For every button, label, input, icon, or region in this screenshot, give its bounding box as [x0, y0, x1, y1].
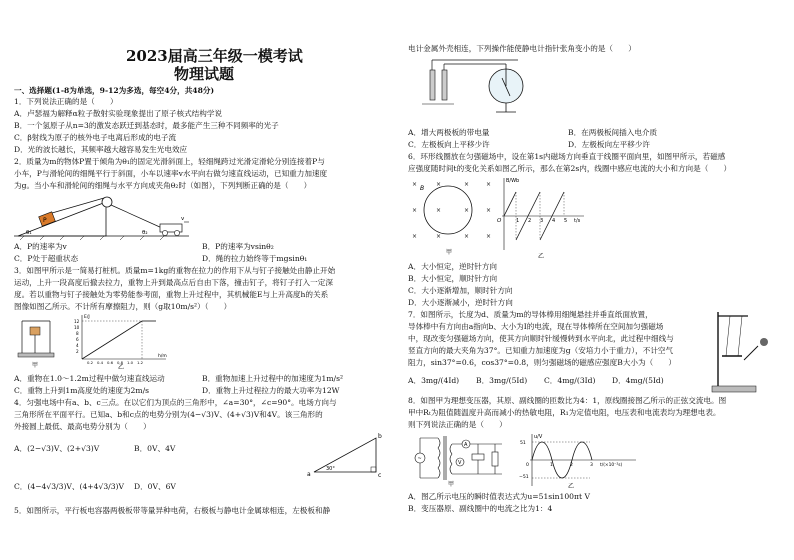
q5-option-c: C．左极板向上平移少许	[408, 140, 490, 149]
q7-line-3: 中，现改变匀强磁场方向，使其方向顺时针缓慢转到水平向北，此过程中细线与	[408, 334, 674, 343]
exam-subtitle: 物理试题	[174, 65, 235, 83]
q8-tick-3: 3	[590, 463, 593, 468]
q2-label-theta2: θ₂	[142, 230, 148, 236]
q4-line-1: 4．匀强电场中有a、b、c三点。在以它们为顶点的三角形中，∠a=30°，∠c=90°。电场方向与	[14, 398, 337, 407]
q1-stem: 1．下列说法正确的是（ ）	[14, 97, 118, 106]
q6-tick-4: 4	[552, 218, 556, 224]
q8-label-yi: 乙	[568, 483, 575, 490]
q3-tick-6: 6	[76, 337, 79, 342]
svg-text:×: ×	[464, 207, 470, 214]
q2-option-a: A．P的速率为v	[14, 242, 67, 251]
q6-option-d: D．大小逐渐减小，逆时针方向	[408, 298, 513, 307]
q8-tick-2: 2	[570, 463, 573, 468]
q3-tick-0.8: 0.8	[117, 360, 124, 365]
right-column	[408, 0, 784, 560]
svg-text:×: ×	[436, 181, 442, 188]
q3-option-b: B．重物加速上升过程中的加速度为1m/s²	[202, 374, 344, 383]
q6-origin: O	[497, 218, 502, 224]
q5-option-a: A．增大两极板的带电量	[408, 128, 490, 137]
q2-label-theta1: θ₁	[26, 230, 32, 236]
q3-tick-4: 4	[76, 343, 79, 348]
q6-line-1: 6．环形线圈放在匀强磁场中，设在第1s内磁场方向垂直于线圈平面向里，如图甲所示，若磁感	[408, 152, 726, 161]
q3-tick-0.2: 0.2	[87, 360, 94, 365]
svg-text:×: ×	[436, 207, 442, 214]
left-column	[14, 0, 392, 560]
q6-option-c: C．大小逐渐增加，顺时针方向	[408, 286, 513, 295]
q6-axis-t: t/s	[574, 218, 581, 224]
q4-option-d: D．0V、6V	[134, 482, 176, 491]
svg-text:×: ×	[464, 233, 470, 240]
svg-text:V: V	[458, 460, 462, 466]
q7-option-a: A．3mg/(4Id)	[408, 376, 460, 385]
q2-line-2: 小车，P与滑轮间的细绳平行于斜面，小车以速率v水平向右做匀速直线运动，已知重力加速度	[14, 169, 328, 178]
svg-text:×: ×	[436, 233, 442, 240]
q3-tick-0.4: 0.4	[97, 360, 104, 365]
q2-option-c: C．P处于超重状态	[14, 254, 79, 263]
q4-line-2: 三角形所在平面平行。已知a、b和c点的电势分别为(4−√3)V、(4+√3)V和4V。该三角形的	[14, 410, 323, 419]
q2-line-1: 2．质量为m的物体P置于倾角为θ₁的固定光滑斜面上，轻细绳跨过光滑定滑轮分别连接着P与	[14, 157, 325, 166]
q4-line-3: 外接圆上最低、最高电势分别为（ ）	[14, 422, 151, 431]
q7-line-4: 竖直方向的最大夹角为37°。已知重力加速度为g（安培力小于重力），不计空气	[408, 346, 674, 355]
q5-capacitor-figure	[410, 56, 530, 122]
q3-axis-e: E/J	[84, 315, 90, 320]
q4-label-c: c	[378, 472, 382, 479]
q2-label-p: P	[43, 217, 47, 224]
q6-tick-1: 1	[516, 218, 520, 224]
q8-tick-0: 0	[526, 463, 529, 468]
q6-label-jia: 甲	[446, 249, 453, 256]
svg-text:A: A	[464, 442, 468, 448]
q6-tick-3: 3	[540, 218, 544, 224]
q4-label-b: b	[378, 433, 382, 440]
q3-line-4: 图像如图乙所示。不计所有摩擦阻力，则（g取10m/s²）（ ）	[14, 302, 232, 311]
q7-option-d: D．4mg/(5Id)	[612, 376, 664, 385]
q8-option-a: A．图乙所示电压的瞬时值表达式为u=51sin100πt V	[408, 492, 590, 501]
q2-option-b: B．P的速率为vsinθ₂	[202, 242, 274, 251]
q2-line-3: 为g。当小车和滑轮间的细绳与水平方向成夹角θ₂时（如图），下列判断正确的是（ ）	[14, 181, 312, 190]
q8-wave-figure	[520, 432, 640, 490]
q8-circuit-figure	[410, 432, 510, 488]
q3-tick-1.0: 1.0	[127, 360, 134, 365]
q3-tick-1.2: 1.2	[137, 360, 144, 365]
svg-text:×: ×	[486, 181, 492, 188]
q7-option-b: B．3mg/(5Id)	[476, 376, 528, 385]
q4-label-a: a	[307, 471, 311, 478]
q3-option-d: D．重物上升过程拉力的最大功率为12W	[202, 386, 340, 395]
q3-tick-8: 8	[76, 331, 79, 336]
q8-label-jia: 甲	[448, 481, 455, 488]
q6-tick-2: 2	[528, 218, 532, 224]
q6-label-yi: 乙	[538, 253, 545, 260]
q1-option-c: C．β射线为原子的核外电子电离后形成的电子流	[14, 133, 177, 142]
q7-line-2: 导体棒中有方向由a指向b、大小为I的电流，现在导体棒所在空间加匀强磁场	[408, 322, 664, 331]
q7-option-c: C．4mg/(3Id)	[544, 376, 596, 385]
q5-option-b: B．在两极板间插入电介质	[568, 128, 658, 137]
q4-option-a: A．(2−√3)V、(2+√3)V	[14, 444, 100, 453]
q6-graph-figure	[494, 174, 588, 260]
q2-option-d: D．绳的拉力始终等于mgsinθ₁	[202, 254, 308, 263]
q6-label-b: B	[420, 185, 425, 192]
svg-text:×: ×	[412, 207, 418, 214]
q8-axis-t: t/(×10⁻²s)	[600, 463, 623, 468]
q2-label-v: v	[181, 216, 185, 222]
q3-figure	[14, 313, 174, 369]
q6-option-b: B．大小恒定，顺时针方向	[408, 274, 498, 283]
q3-tick-10: 10	[74, 325, 80, 330]
q8-tick-1: 1	[550, 463, 553, 468]
exam-title: 2023届高三年级一模考试	[126, 47, 303, 65]
q5-line-2: 电计金属外壳相连，下列操作能使静电计指针张角变小的是（ ）	[408, 44, 636, 53]
q7-line-5: 阻力，sin37°=0.6，cos37°=0.8，则匀强磁场的磁感应强度B大小为（ ）	[408, 358, 676, 367]
q1-option-d: D．光的波长越长，其频率越大越容易发生光电效应	[14, 145, 188, 154]
q6-line-2: 应强度随时间t的变化关系如图乙所示，那么在第2s内，线圈中感应电流的大小和方向是（ ）	[408, 164, 732, 173]
q2-incline-figure	[14, 194, 189, 240]
q3-tick-0.6: 0.6	[107, 360, 114, 365]
q1-option-b: B．一个氢原子从n=3的激发态跃迁到基态时，最多能产生三种不同频率的光子	[14, 121, 279, 130]
q7-stand-figure	[708, 310, 778, 394]
q8-axis-u: u/V	[534, 434, 543, 440]
q3-axis-h: h/m	[158, 354, 167, 359]
q3-label-jia: 甲	[32, 362, 39, 369]
q4-triangle-figure	[306, 428, 386, 478]
svg-text:×: ×	[486, 233, 492, 240]
q8-line-2: 甲中Rₜ为阻值随温度升高而减小的热敏电阻，R₁为定值电阻，电压表和电流表均为理想电表。	[408, 408, 721, 417]
q6-tick-5: 5	[564, 218, 568, 224]
q4-option-c: C．(4−4√3/3)V、(4+4√3/3)V	[14, 482, 124, 491]
q8-line-3: 则下列说法正确的是（ ）	[408, 420, 507, 429]
q8-option-b: B．变压器原、副线圈中的电流之比为1：4	[408, 504, 553, 513]
q1-option-a: A．卢瑟福为解释α粒子散射实验现象提出了原子核式结构学说	[14, 109, 223, 118]
svg-text:×: ×	[464, 181, 470, 188]
q6-option-a: A．大小恒定，逆时针方向	[408, 262, 498, 271]
q6-coil-figure	[408, 176, 494, 258]
section-heading: 一、选择题(1-8为单选，9-12为多选，每空4分，共48分)	[14, 86, 215, 95]
q3-option-a: A．重物在1.0～1.2m过程中做匀速直线运动	[14, 374, 165, 383]
q8-line-1: 8．如图甲为理想变压器，其原、副线圈的匝数比为4：1，原线圈接图乙所示的正弦交流电。图	[408, 396, 727, 405]
q8-tick-51: 51	[520, 441, 526, 446]
svg-text:×: ×	[412, 181, 418, 188]
q4-label-angle: 30°	[326, 466, 335, 472]
q6-axis-b: B/Wb	[506, 178, 520, 184]
q8-tick-minus51: −51	[519, 475, 529, 480]
q7-line-1: 7．如图所示，长度为d、质量为m的导体棒用细绳悬挂并垂直纸面放置，	[408, 310, 653, 319]
q3-label-yi: 乙	[118, 364, 125, 371]
q4-option-b: B．0V、4V	[134, 444, 176, 453]
q3-tick-12: 12	[74, 319, 80, 324]
q3-tick-2: 2	[76, 349, 79, 354]
q5-line-1: 5．如图所示，平行板电容器两极板带等量异种电荷，右极板与静电计金属球相连，左极板和静	[14, 506, 331, 515]
q3-option-c: C．重物上升到1m高度处的速度为2m/s	[14, 386, 150, 395]
q3-line-2: 运动，上升一段高度后撤去拉力，重物上升到最高点后自由下落，撞击钉子，将钉子打入一定深	[14, 278, 333, 287]
svg-text:×: ×	[486, 207, 492, 214]
q3-line-3: 度。若以重物与钉子接触处为零势能参考面，重物上升过程中，其机械能E与上升高度h的关系	[14, 290, 329, 299]
svg-text:×: ×	[412, 233, 418, 240]
q5-option-d: D．左极板向左平移少许	[568, 140, 651, 149]
svg-text:~: ~	[417, 456, 422, 462]
q3-line-1: 3．如图甲所示是一简易打桩机。质量m=1kg的重物在拉力的作用下从与钉子接触处由静止开始	[14, 266, 336, 275]
